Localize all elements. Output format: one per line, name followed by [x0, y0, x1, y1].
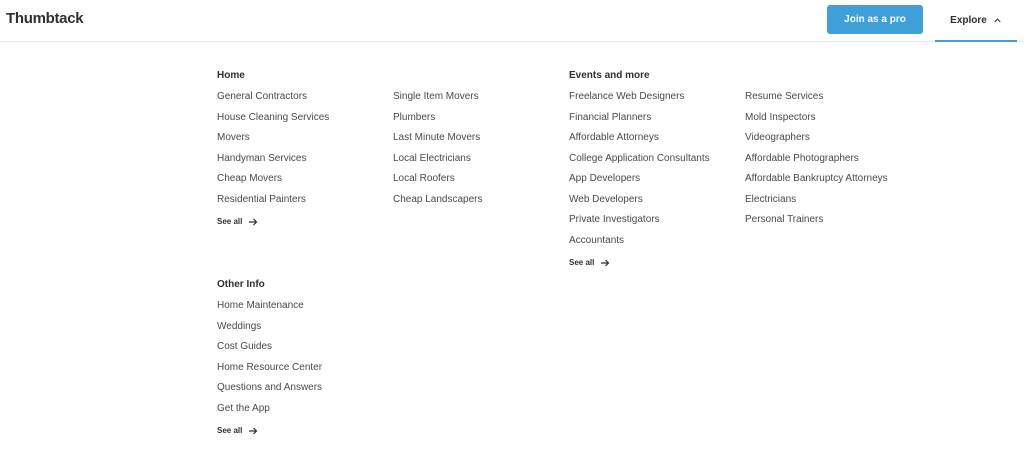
events-link[interactable]: Web Developers: [569, 193, 643, 205]
home-link[interactable]: Movers: [217, 132, 250, 143]
events-see-all-link[interactable]: [569, 257, 710, 269]
arrow-right-icon: [248, 426, 258, 436]
home-section: [217, 70, 329, 228]
join-as-pro-button[interactable]: Join as a pro: [827, 5, 923, 34]
events-section: [569, 70, 710, 269]
other-info-link[interactable]: Questions and Answers: [217, 382, 323, 393]
thumbtack-logo[interactable]: Thumbtack: [6, 10, 84, 27]
other-info-link[interactable]: Weddings: [217, 320, 262, 332]
other-info-see-all-link[interactable]: [217, 425, 322, 437]
chevron-up-icon: [993, 16, 1002, 25]
home-link[interactable]: Cheap Landscapers: [393, 193, 483, 205]
other-info-link[interactable]: Cost Guides: [217, 341, 273, 352]
explore-label: Explore: [950, 14, 987, 26]
other-info-link[interactable]: Get the App: [217, 402, 270, 414]
events-link[interactable]: Financial Planners: [569, 111, 652, 123]
events-section-column-2: [745, 91, 888, 226]
events-link[interactable]: Personal Trainers: [745, 214, 824, 225]
events-link[interactable]: Accountants: [569, 234, 625, 246]
home-link[interactable]: Handyman Services: [217, 152, 307, 164]
home-link[interactable]: Local Electricians: [393, 152, 471, 164]
events-link[interactable]: Private Investigators: [569, 214, 660, 225]
events-link[interactable]: App Developers: [569, 173, 641, 184]
other-info-section-title: Other Info: [217, 279, 265, 290]
other-info-section: [217, 279, 322, 437]
events-link[interactable]: Electricians: [745, 193, 797, 205]
events-link[interactable]: Affordable Photographers: [745, 152, 859, 164]
home-link[interactable]: House Cleaning Services: [217, 111, 330, 123]
events-link[interactable]: Affordable Attorneys: [569, 132, 659, 143]
events-link[interactable]: Mold Inspectors: [745, 111, 816, 123]
home-link[interactable]: General Contractors: [217, 91, 308, 102]
events-link[interactable]: College Application Consultants: [569, 152, 710, 164]
events-link[interactable]: Videographers: [745, 132, 810, 143]
home-link[interactable]: Plumbers: [393, 111, 436, 123]
top-navigation-bar: [0, 0, 1024, 42]
see-all-label: See all: [217, 217, 243, 226]
see-all-label: See all: [569, 258, 595, 267]
other-info-link[interactable]: Home Resource Center: [217, 361, 323, 373]
explore-menu-toggle[interactable]: [935, 0, 1017, 42]
events-link[interactable]: Freelance Web Designers: [569, 91, 685, 102]
arrow-right-icon: [248, 217, 258, 227]
home-link[interactable]: Local Roofers: [393, 173, 455, 184]
events-link[interactable]: Affordable Bankruptcy Attorneys: [745, 173, 888, 184]
other-info-link[interactable]: Home Maintenance: [217, 300, 304, 311]
home-link[interactable]: Cheap Movers: [217, 173, 283, 184]
arrow-right-icon: [600, 258, 610, 268]
home-section-column-2: [393, 91, 483, 206]
home-link[interactable]: Single Item Movers: [393, 91, 479, 102]
home-link[interactable]: Residential Painters: [217, 193, 306, 205]
events-link[interactable]: Resume Services: [745, 91, 824, 102]
see-all-label: See all: [217, 426, 243, 435]
home-section-title: Home: [217, 70, 245, 81]
events-section-title: Events and more: [569, 70, 650, 81]
home-link[interactable]: Last Minute Movers: [393, 132, 481, 143]
home-see-all-link[interactable]: [217, 216, 329, 228]
